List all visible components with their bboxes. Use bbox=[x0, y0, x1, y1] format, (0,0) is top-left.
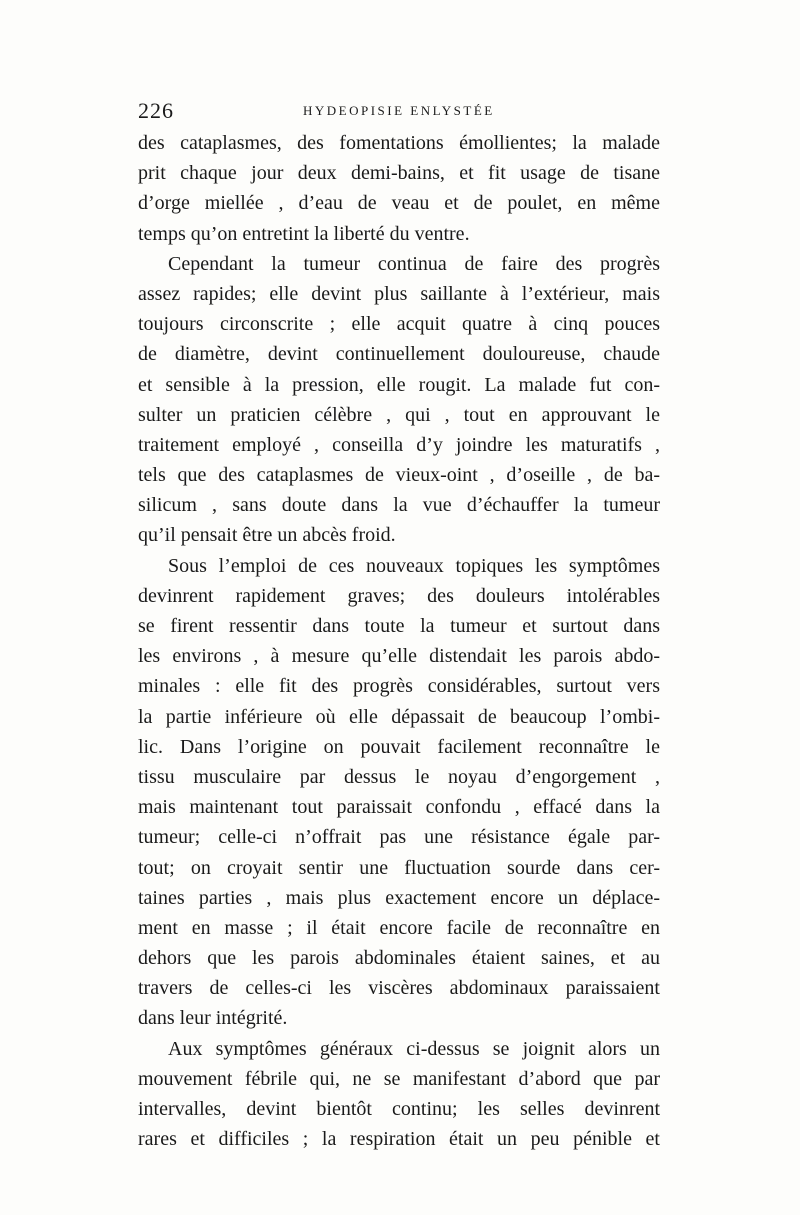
text-line: travers de celles-ci les viscères abdominaux paraissaient bbox=[138, 977, 660, 1000]
text-line: devinrent rapidement graves; des douleurs intolérables bbox=[138, 584, 660, 607]
text-line: Sous l’emploi de ces nouveaux topiques les symptômes bbox=[168, 554, 660, 577]
text-line: d’orge miellée , d’eau de veau et de poulet, en même bbox=[138, 192, 660, 215]
text-line: et sensible à la pression, elle rougit. La malade fut con- bbox=[138, 373, 660, 396]
running-head bbox=[138, 98, 660, 124]
text-line: assez rapides; elle devint plus saillante à l’extérieur, mais bbox=[138, 282, 660, 305]
text-line: prit chaque jour deux demi-bains, et fit usage de tisane bbox=[138, 162, 660, 185]
text-line: tissu musculaire par dessus le noyau d’engorgement , bbox=[138, 765, 660, 788]
text-line: Cependant la tumeur continua de faire des progrès bbox=[168, 252, 660, 275]
text-line: tels que des cataplasmes de vieux-oint , d’oseille , de ba- bbox=[138, 464, 660, 487]
text-line: taines parties , mais plus exactement encore un déplace- bbox=[138, 886, 660, 909]
running-title: HYDEOPISIE ENLYSTÉE bbox=[303, 103, 495, 118]
text-line: de diamètre, devint continuellement douloureuse, chaude bbox=[138, 343, 660, 366]
text-line: silicum , sans doute dans la vue d’échauffer la tumeur bbox=[138, 494, 660, 517]
text-line: dehors que les parois abdominales étaient saines, et au bbox=[138, 947, 660, 970]
text-line: mais maintenant tout paraissait confondu , effacé dans la bbox=[138, 796, 660, 819]
text-line: minales : elle fit des progrès considérables, surtout vers bbox=[138, 675, 660, 698]
text-line: intervalles, devint bientôt continu; les selles devinrent bbox=[138, 1098, 660, 1120]
text-line: toujours circonscrite ; elle acquit quatre à cinq pouces bbox=[138, 313, 660, 336]
text-line: sulter un praticien célèbre , qui , tout en approuvant le bbox=[138, 403, 660, 426]
text-line: tout; on croyait sentir une fluctuation sourde dans cer- bbox=[138, 856, 660, 879]
text-line: dans leur intégrité. bbox=[138, 1007, 288, 1030]
text-line: la partie inférieure où elle dépassait de beaucoup l’ombi- bbox=[138, 705, 660, 728]
text-line: lic. Dans l’origine on pouvait facilement reconnaître le bbox=[138, 735, 660, 758]
body-text bbox=[138, 128, 660, 1154]
text-line: ment en masse ; il était encore facile de reconnaître en bbox=[138, 916, 660, 939]
text-line: des cataplasmes, des fomentations émollientes; la malade bbox=[138, 132, 660, 154]
text-line: qu’il pensait être un abcès froid. bbox=[138, 524, 396, 547]
text-line: les environs , à mesure qu’elle distendait les parois abdo- bbox=[138, 645, 660, 668]
text-line: tumeur; celle-ci n’offrait pas une résistance égale par- bbox=[138, 826, 660, 849]
text-line: temps qu’on entretint la liberté du ventre. bbox=[138, 222, 470, 245]
text-line: Aux symptômes généraux ci-dessus se joignit alors un bbox=[168, 1037, 660, 1060]
text-line: se firent ressentir dans toute la tumeur et surtout dans bbox=[138, 615, 660, 637]
text-line: rares et difficiles ; la respiration était un peu pénible et bbox=[138, 1128, 660, 1151]
text-line: traitement employé , conseilla d’y joindre les maturatifs , bbox=[138, 433, 660, 456]
page-number: 226 bbox=[138, 98, 174, 123]
text-line: mouvement fébrile qui, ne se manifestant d’abord que par bbox=[138, 1067, 660, 1090]
